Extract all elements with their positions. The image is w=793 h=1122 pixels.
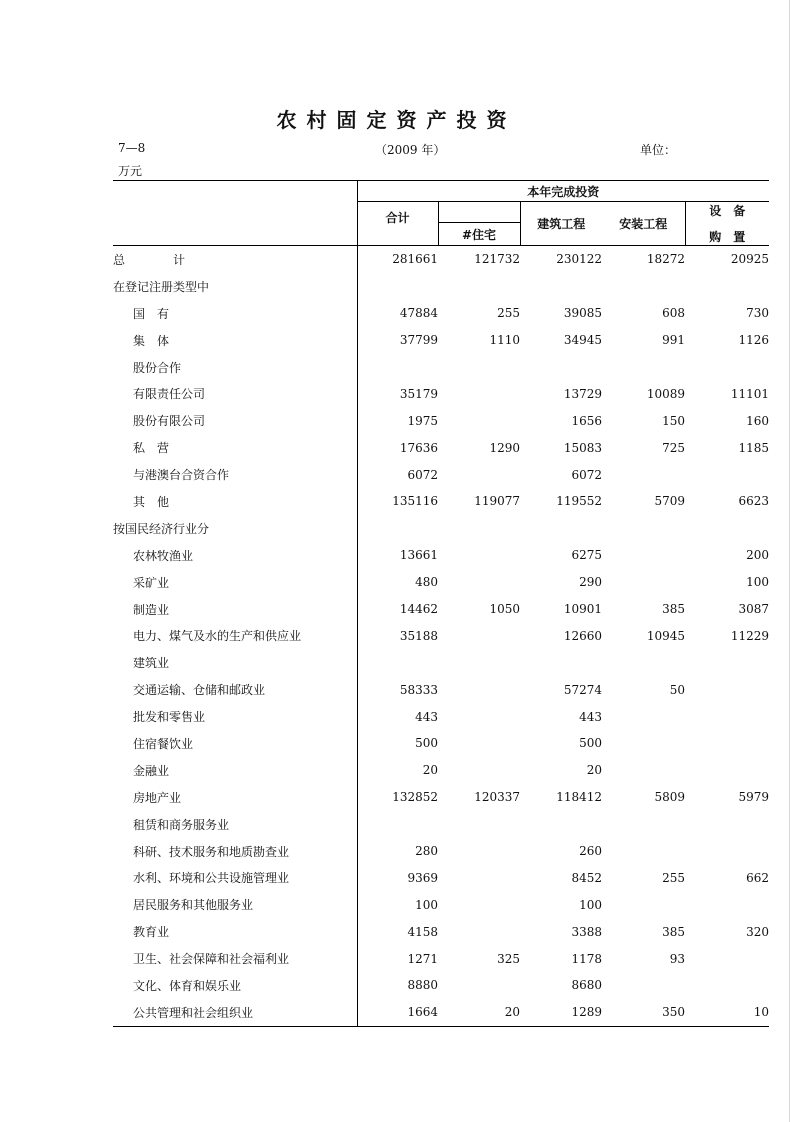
cell-construction: 6275 — [571, 548, 602, 563]
cell-equipment: 662 — [746, 870, 770, 885]
cell-equipment — [685, 891, 769, 918]
cell-housing — [438, 918, 520, 945]
table-row — [113, 676, 769, 703]
cell-equipment — [685, 811, 769, 838]
table-header — [113, 181, 769, 246]
table-row — [113, 811, 769, 838]
table-row — [113, 945, 769, 972]
cell-equipment — [685, 515, 769, 542]
cell-total: 20 — [357, 757, 438, 784]
cell-housing — [438, 461, 520, 488]
cell-installation: 93 — [669, 951, 685, 966]
table-row — [113, 569, 769, 596]
cell-installation — [602, 461, 685, 488]
cell-housing: 121732 — [474, 252, 520, 267]
cell-total: 1271 — [357, 945, 438, 972]
cell-equipment — [685, 730, 769, 757]
row-label: 其 他 — [133, 494, 170, 509]
cell-equipment: 100 — [746, 575, 770, 590]
row-label: 交通运输、仓储和邮政业 — [133, 683, 266, 698]
cell-construction: 34945 — [563, 333, 602, 348]
cell-equipment — [685, 354, 769, 381]
cell-total: 58333 — [357, 676, 438, 703]
cell-housing — [438, 622, 520, 649]
cell-construction: 3388 — [571, 924, 602, 939]
cell-construction: 230122 — [556, 252, 602, 267]
header-group-cell: 本年完成投资 — [357, 181, 769, 202]
row-label: 金融业 — [133, 763, 170, 778]
table-row — [113, 542, 769, 569]
cell-installation — [602, 569, 685, 596]
cell-construction — [520, 649, 602, 676]
cell-installation — [602, 649, 685, 676]
cell-equipment — [685, 703, 769, 730]
row-label: 房地产业 — [133, 790, 182, 805]
table-row — [113, 891, 769, 918]
row-label: 采矿业 — [133, 575, 170, 590]
cell-construction: 20 — [586, 763, 602, 778]
cell-construction: 443 — [579, 709, 602, 724]
cell-construction: 8452 — [571, 870, 602, 885]
cell-installation — [602, 273, 685, 300]
cell-construction: 15083 — [563, 440, 602, 455]
cell-equipment: 160 — [746, 413, 770, 428]
cell-housing — [438, 891, 520, 918]
table-body — [113, 246, 769, 1027]
cell-installation: 350 — [602, 999, 685, 1026]
cell-construction — [520, 273, 602, 300]
header-total-label: 合计 — [385, 211, 410, 225]
cell-total: 280 — [357, 838, 438, 865]
cell-housing — [438, 515, 520, 542]
cell-installation: 150 — [662, 413, 685, 428]
cell-installation: 10089 — [646, 386, 685, 401]
cell-construction: 57274 — [563, 682, 602, 697]
table-row — [113, 273, 769, 300]
cell-construction: 119552 — [556, 494, 602, 509]
row-label: 总 计 — [113, 252, 186, 267]
cell-construction: 1289 — [520, 999, 602, 1026]
cell-housing — [438, 354, 520, 381]
row-label: 股份有限公司 — [133, 414, 206, 429]
cell-equipment: 3087 — [738, 602, 770, 617]
row-label: 建筑业 — [133, 656, 170, 671]
cell-installation: 5709 — [654, 494, 685, 509]
cell-construction: 118412 — [556, 790, 602, 805]
table-row — [113, 649, 769, 676]
cell-housing: 255 — [497, 306, 520, 321]
cell-housing — [438, 273, 520, 300]
table-row — [113, 380, 769, 407]
header-housing: #住宅 — [438, 223, 520, 245]
cell-total — [357, 354, 438, 381]
cell-total — [357, 273, 438, 300]
cell-equipment — [685, 649, 769, 676]
cell-total: 8880 — [357, 972, 438, 999]
cell-equipment — [685, 972, 769, 999]
cell-installation: 991 — [662, 333, 685, 348]
cell-housing — [438, 676, 520, 703]
cell-installation — [602, 811, 685, 838]
cell-construction: 100 — [579, 897, 602, 912]
cell-equipment: 6623 — [738, 494, 770, 509]
cell-equipment — [685, 461, 769, 488]
cell-housing — [438, 703, 520, 730]
header-total — [357, 202, 438, 246]
cell-construction: 260 — [579, 844, 602, 859]
row-label: 住宿餐饮业 — [133, 736, 194, 751]
cell-equipment: 730 — [746, 306, 770, 321]
cell-equipment: 20925 — [730, 252, 770, 267]
cell-housing — [438, 407, 520, 434]
cell-housing: 1110 — [489, 333, 520, 348]
cell-total — [357, 649, 438, 676]
cell-construction: 1178 — [571, 951, 602, 966]
table-row — [113, 461, 769, 488]
cell-total: 1664 — [357, 999, 438, 1026]
cell-equipment: 10 — [685, 999, 769, 1026]
cell-housing — [438, 542, 520, 569]
row-label: 制造业 — [133, 602, 170, 617]
row-label: 科研、技术服务和地质勘查业 — [133, 844, 290, 859]
table-row — [113, 488, 769, 515]
table-year: （2009 年） — [375, 143, 446, 157]
cell-housing — [438, 569, 520, 596]
table-row — [113, 327, 769, 354]
cell-total: 132852 — [357, 784, 438, 811]
cell-total: 100 — [357, 891, 438, 918]
table-row — [113, 354, 769, 381]
cell-total: 35179 — [357, 380, 438, 407]
cell-construction — [520, 515, 602, 542]
cell-construction — [520, 811, 602, 838]
cell-housing — [438, 380, 520, 407]
header-housing-spacer — [438, 202, 520, 223]
header-item-cell — [113, 181, 357, 246]
cell-construction: 290 — [579, 575, 602, 590]
table-row — [113, 622, 769, 649]
cell-construction: 500 — [579, 736, 602, 751]
cell-construction — [520, 354, 602, 381]
row-label: 水利、环境和公共设施管理业 — [133, 871, 290, 886]
cell-equipment: 5979 — [738, 790, 770, 805]
cell-installation — [602, 515, 685, 542]
cell-housing — [438, 838, 520, 865]
row-label: 按国民经济行业分 — [113, 521, 210, 536]
row-label: 有限责任公司 — [133, 387, 206, 402]
table-row — [113, 972, 769, 999]
cell-total — [357, 811, 438, 838]
cell-installation: 10945 — [646, 628, 685, 643]
row-label: 公共管理和社会组织业 — [113, 999, 357, 1026]
cell-total: 480 — [357, 569, 438, 596]
cell-total: 281661 — [357, 246, 438, 273]
page-title: 农村固定资产投资 — [276, 108, 517, 132]
cell-installation: 255 — [662, 870, 685, 885]
header-installation: 安装工程 — [602, 202, 685, 246]
cell-installation — [602, 972, 685, 999]
cell-housing: 120337 — [474, 790, 520, 805]
cell-equipment — [685, 945, 769, 972]
cell-equipment: 320 — [746, 924, 770, 939]
cell-total: 17636 — [357, 434, 438, 461]
row-label: 租赁和商务服务业 — [133, 817, 230, 832]
row-label: 电力、煤气及水的生产和供应业 — [133, 629, 302, 644]
table-row — [113, 757, 769, 784]
cell-installation — [602, 891, 685, 918]
table-row — [113, 918, 769, 945]
header-equipment-line2: 购 置 — [709, 230, 746, 244]
row-label: 教育业 — [133, 925, 170, 940]
cell-housing — [438, 864, 520, 891]
cell-total: 1975 — [357, 407, 438, 434]
cell-equipment: 1185 — [738, 440, 770, 455]
table-row — [113, 596, 769, 623]
cell-equipment: 200 — [746, 548, 770, 563]
unit-label: 单位： — [640, 143, 677, 157]
header-construction: 建筑工程 — [520, 202, 602, 246]
cell-total: 135116 — [357, 488, 438, 515]
table-number: 7—8 — [118, 141, 146, 155]
row-label: 国 有 — [133, 306, 170, 321]
cell-installation — [602, 730, 685, 757]
header-equipment — [685, 202, 769, 246]
cell-construction: 8680 — [571, 978, 602, 993]
table-row — [113, 407, 769, 434]
cell-installation — [602, 838, 685, 865]
cell-construction: 13729 — [563, 386, 602, 401]
cell-total: 47884 — [357, 300, 438, 327]
row-label: 卫生、社会保障和社会福利业 — [133, 952, 290, 967]
row-label: 集 体 — [133, 333, 170, 348]
row-label: 在登记注册类型中 — [113, 279, 210, 294]
cell-housing: 20 — [438, 999, 520, 1026]
page-edge-line — [789, 0, 790, 1122]
cell-construction: 10901 — [563, 602, 602, 617]
cell-installation: 50 — [669, 682, 685, 697]
cell-equipment: 11101 — [730, 386, 770, 401]
cell-housing: 1050 — [489, 602, 520, 617]
cell-installation — [602, 542, 685, 569]
cell-installation — [602, 757, 685, 784]
table-row — [113, 784, 769, 811]
cell-housing — [438, 649, 520, 676]
cell-installation: 385 — [662, 602, 685, 617]
row-label: 文化、体育和娱乐业 — [133, 978, 242, 993]
table-row — [113, 864, 769, 891]
cell-installation — [602, 703, 685, 730]
cell-construction: 1656 — [571, 413, 602, 428]
cell-housing — [438, 730, 520, 757]
cell-total — [357, 515, 438, 542]
cell-installation — [602, 354, 685, 381]
cell-housing: 325 — [497, 951, 520, 966]
cell-housing — [438, 757, 520, 784]
cell-total: 4158 — [357, 918, 438, 945]
header-equipment-line1: 设 备 — [709, 204, 746, 218]
table-row — [113, 434, 769, 461]
cell-installation: 725 — [662, 440, 685, 455]
row-label: 农林牧渔业 — [133, 548, 194, 563]
table-row — [113, 300, 769, 327]
cell-installation: 385 — [662, 924, 685, 939]
table-row — [113, 515, 769, 542]
table-row — [113, 999, 769, 1026]
cell-installation: 608 — [662, 306, 685, 321]
cell-equipment: 1126 — [738, 333, 770, 348]
table-row — [113, 246, 769, 273]
cell-equipment — [685, 273, 769, 300]
investment-table — [113, 180, 769, 1027]
cell-housing — [438, 972, 520, 999]
cell-total: 500 — [357, 730, 438, 757]
row-label: 与港澳台合资合作 — [133, 468, 230, 483]
cell-total: 9369 — [357, 864, 438, 891]
cell-housing: 119077 — [474, 494, 520, 509]
cell-equipment: 11229 — [730, 628, 770, 643]
cell-housing: 1290 — [489, 440, 520, 455]
row-label: 私 营 — [133, 441, 170, 456]
cell-construction: 39085 — [563, 306, 602, 321]
cell-equipment — [685, 757, 769, 784]
unit-value: 万元 — [118, 164, 143, 178]
cell-equipment — [685, 838, 769, 865]
row-label: 股份合作 — [133, 360, 182, 375]
cell-total: 443 — [357, 703, 438, 730]
cell-total: 37799 — [357, 327, 438, 354]
cell-housing — [438, 811, 520, 838]
row-label: 居民服务和其他服务业 — [133, 898, 254, 913]
cell-total: 6072 — [357, 461, 438, 488]
cell-total: 35188 — [357, 622, 438, 649]
cell-construction: 12660 — [563, 628, 602, 643]
table-row — [113, 730, 769, 757]
cell-installation: 18272 — [646, 252, 685, 267]
table-row — [113, 838, 769, 865]
table-row — [113, 703, 769, 730]
cell-total: 13661 — [357, 542, 438, 569]
cell-equipment — [685, 676, 769, 703]
row-label: 批发和零售业 — [133, 710, 206, 725]
cell-installation: 5809 — [654, 790, 685, 805]
cell-total: 14462 — [357, 596, 438, 623]
cell-construction: 6072 — [571, 467, 602, 482]
